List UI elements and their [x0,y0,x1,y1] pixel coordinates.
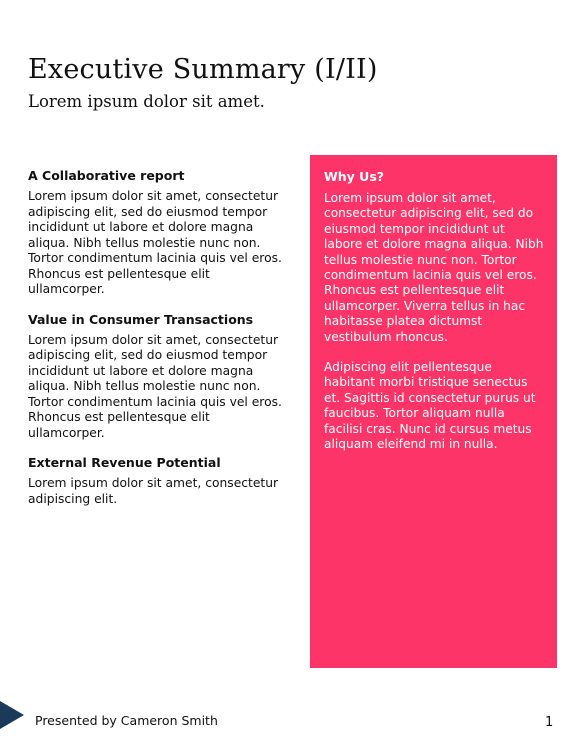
section-body: Lorem ipsum dolor sit amet, consectetur adipiscing elit. [28,476,279,506]
section-body: Lorem ipsum dolor sit amet, consectetur adipiscing elit, sed do eiusmod tempor incididunt ut labore et dolore magna aliqua. Nibh tellus molestie nunc non. Tortor condimentum lacinia quis vel eros. Rhoncus est pellentesque elit ullamcorper. [28,189,282,296]
section-collaborative-report [28,168,290,298]
section-heading: Value in Consumer Transactions [28,311,254,327]
section-body: Lorem ipsum dolor sit amet, consectetur adipiscing elit, sed do eiusmod tempor incididunt ut labore et dolore magna aliqua. Nibh tellus molestie nunc non. Tortor condimentum lacinia quis vel eros. Rhoncus est pellentesque elit ullamcorper. [28,332,282,440]
page-number: 1 [545,715,554,730]
footer-presenter: Presented by Cameron Smith [35,713,218,728]
section-heading: External Revenue Potential [28,455,221,470]
callout-paragraph-2: Adipiscing elit pellentesque habitant morbi tristique senectus et. Sagittis id consectetur purus ut faucibus. Tortor aliquam nulla facilisi cras. Nunc id cursus metus aliquam eleifend mi in nulla. [324,360,536,452]
section-heading: A Collaborative report [28,168,185,183]
section-external-revenue [28,455,290,507]
main-content [28,168,290,521]
callout-heading: Why Us? [324,169,385,184]
callout-paragraph-1: Lorem ipsum dolor sit amet, consectetur adipiscing elit, sed do eiusmod tempor incididunt ut labore et dolore magna aliqua. Nibh tellus molestie nunc non. Tortor condimentum lacinia quis vel eros. Rhoncus est pellentesque elit ullamcorper. Viverra tellus in hac habitasse platea dictumst vestibulum rhoncus. [324,191,544,344]
section-consumer-transactions [28,312,290,442]
why-us-callout [310,155,557,668]
triangle-marker-icon [0,701,24,729]
page-title: Executive Summary (I/II) [28,54,378,85]
page-subtitle: Lorem ipsum dolor sit amet. [28,92,265,111]
